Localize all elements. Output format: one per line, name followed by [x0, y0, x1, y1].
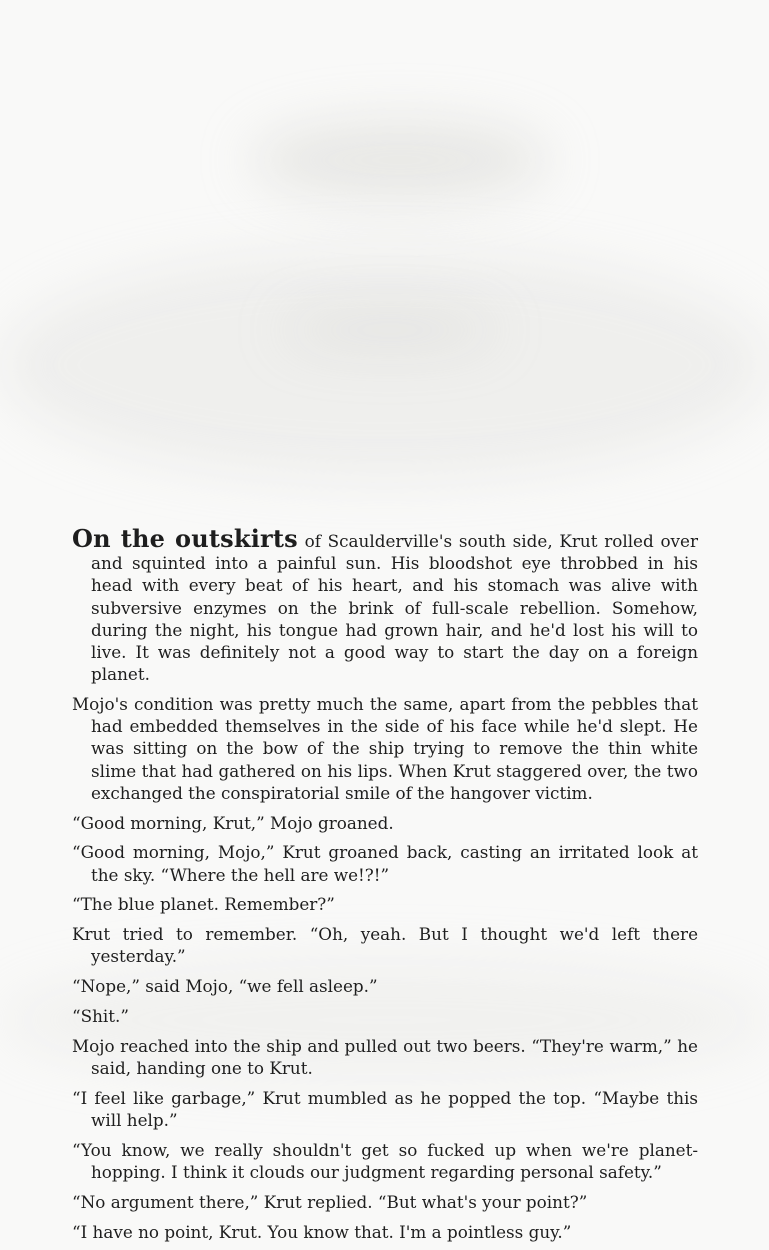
paragraph-5: “The blue planet. Remember?”: [72, 894, 335, 915]
show-through-shadow: [250, 120, 550, 200]
paragraph-6: Krut tried to remember. “Oh, yeah. But I thought we'd left there yesterday.”: [72, 924, 698, 967]
paragraph-13: “I have no point, Krut. You know that. I'm a pointless guy.”: [72, 1221, 572, 1242]
paragraph-3: “Good morning, Krut,” Mojo groaned.: [72, 812, 394, 833]
body-text: [72, 524, 698, 1250]
show-through-shadow: [280, 310, 500, 350]
paragraph-4: “Good morning, Mojo,” Krut groaned back, casting an irritated look at the sky. “Where the hell are we!?!”: [72, 842, 698, 885]
paragraph-1-text: of Scaulderville's south side, Krut rolled over and squinted into a painful sun. His bloodshot eye throbbed in his head with every beat of his heart, and his stomach was alive with subversive enzymes on the brink of full-scale rebellion. Somehow, during the night, his tongue had grown hair, and he'd lost his will to live. It was definitely not a good way to start the day on a foreign planet.: [91, 531, 698, 685]
lead-in-heading: On the outskirts: [72, 524, 298, 553]
paragraph-10: “I feel like garbage,” Krut mumbled as he popped the top. “Maybe this will help.”: [72, 1087, 698, 1131]
paragraph-8: “Shit.”: [72, 1006, 129, 1027]
paragraph-1: [72, 524, 698, 685]
paragraph-2: Mojo's condition was pretty much the same, apart from the pebbles that had embedded themselves in the side of his face while he'd slept. He was sitting on the bow of the ship trying to remove the thin white slime that had gathered on his lips. When Krut staggered over, the two exchanged the conspiratorial smile of the hangover victim.: [72, 694, 698, 803]
paragraph-9: Mojo reached into the ship and pulled out two beers. “They're warm,” he said, handing one to Krut.: [72, 1035, 698, 1079]
paragraph-11: “You know, we really shouldn't get so fucked up when we're planet-hopping. I think it clouds our judgment regarding personal safety.”: [72, 1139, 698, 1183]
paragraph-12: “No argument there,” Krut replied. “But what's your point?”: [72, 1191, 588, 1212]
paragraph-7: “Nope,” said Mojo, “we fell asleep.”: [72, 976, 378, 997]
show-through-shadow: [0, 250, 769, 480]
